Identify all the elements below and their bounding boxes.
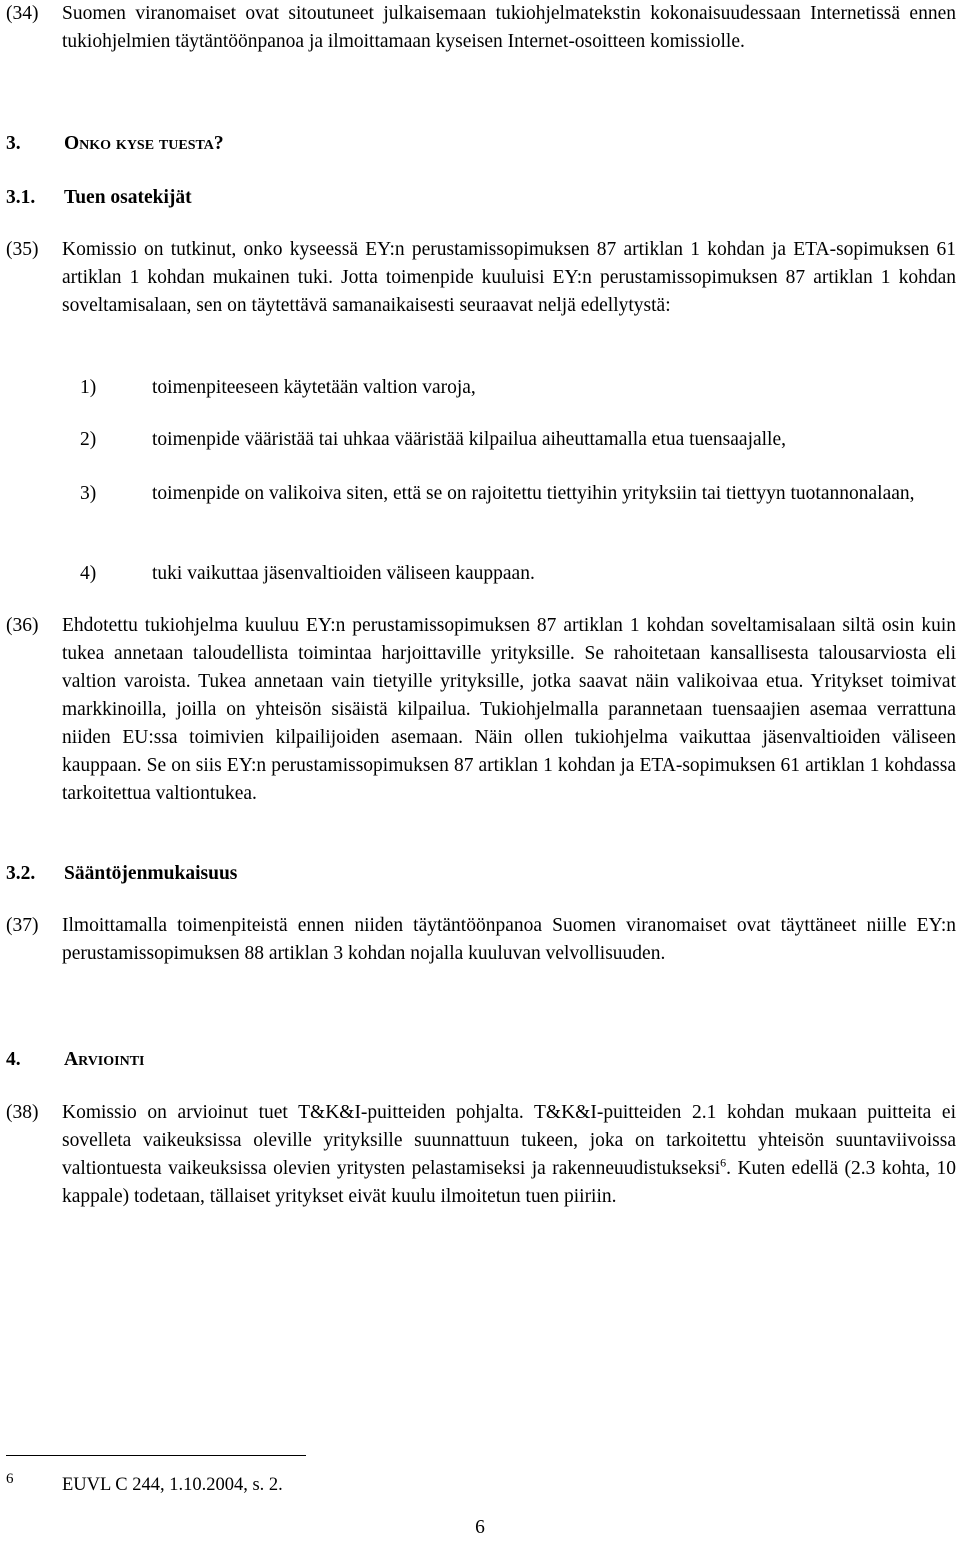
paragraph-number: (35) [6, 239, 39, 260]
section-heading-3-1 [6, 184, 192, 212]
paragraph-number: (38) [6, 1102, 39, 1123]
heading-text: Onko kyse tuesta? [64, 133, 224, 154]
paragraph-text: Komissio on tutkinut, onko kyseessä EY:n perustamissopimuksen 87 artiklan 1 kohdan ja ETA-sopimuksen 61 artiklan 1 kohdan mukainen tuki. Jotta toimenpide kuuluisi EY:n perustamissopimuksen 87 artiklan 1 kohdan soveltamisalaan, sen on täytettävä samanaikaisesti seuraavat neljä edellytystä: [62, 239, 956, 316]
list-item [80, 560, 956, 588]
paragraph-text-part: Komissio on arvioinut tuet T&K&I-puitteiden pohjalta. T&K&I-puitteiden 2.1 kohdan mukaan puitteita ei sovelleta vaikeuksissa oleville yrityksille suunnattuun tukeen, joka on tarkoitettu yhteisön suuntaviivoissa valtiontuesta vaikeuksissa olevien yritysten pelastamiseksi ja rakenneuudistukseksi [62, 1102, 956, 1179]
paragraph-text [62, 1099, 956, 1211]
heading-number: 3. [6, 133, 21, 154]
footnote-separator [6, 1455, 306, 1456]
list-item [80, 480, 956, 508]
heading-number: 3.1. [6, 187, 36, 208]
paragraph-number: (37) [6, 915, 39, 936]
paragraph-number: (36) [6, 615, 39, 636]
footnote-text: EUVL C 244, 1.10.2004, s. 2. [62, 1475, 283, 1495]
list-item-number: 2) [80, 429, 97, 450]
paragraph-text: Suomen viranomaiset ovat sitoutuneet julkaisemaan tukiohjelmatekstin kokonaisuudessaan Internetissä ennen tukiohjelmien täytäntöönpanoa ja ilmoittamaan kyseisen Internet-osoitteen komissiolle. [62, 3, 956, 52]
list-item-number: 3) [80, 483, 97, 504]
paragraph-number: (34) [6, 3, 39, 24]
paragraph-38 [6, 1099, 956, 1211]
page-number: 6 [475, 1517, 485, 1538]
heading-number: 4. [6, 1049, 21, 1070]
list-item [80, 426, 956, 454]
heading-text: Arviointi [64, 1049, 145, 1070]
heading-text: Tuen osatekijät [64, 187, 192, 208]
footnote [6, 1471, 283, 1499]
paragraph-text-part: . Kuten edellä (2.3 kohta, 10 kappale) todetaan, tällaiset yritykset eivät kuulu ilmoitetun tuen piiriin. [62, 1158, 956, 1207]
list-item-number: 1) [80, 377, 97, 398]
list-item-text: tuki vaikuttaa jäsenvaltioiden väliseen kauppaan. [152, 563, 535, 584]
list-item-number: 4) [80, 563, 97, 584]
footnote-mark: 6 [6, 1471, 14, 1487]
section-heading-4 [6, 1046, 145, 1074]
list-item-text: toimenpide vääristää tai uhkaa vääristää kilpailua aiheuttamalla etua tuensaajalle, [152, 429, 787, 450]
paragraph-35 [6, 236, 956, 320]
heading-text: Sääntöjenmukaisuus [64, 863, 238, 884]
paragraph-text: Ilmoittamalla toimenpiteistä ennen niiden täytäntöönpanoa Suomen viranomaiset ovat täyttäneet niille EY:n perustamissopimuksen 88 artiklan 3 kohdan nojalla kuuluvan velvollisuuden. [62, 915, 956, 964]
paragraph-36 [6, 612, 956, 808]
list-item-text: toimenpide on valikoiva siten, että se on rajoitettu tiettyihin yrityksiin tai tiettyyn tuotannonalaan, [152, 483, 915, 504]
list-item-text: toimenpiteeseen käytetään valtion varoja, [152, 377, 476, 398]
paragraph-34 [6, 0, 956, 56]
list-item [80, 374, 956, 402]
section-heading-3-2 [6, 860, 237, 888]
heading-number: 3.2. [6, 863, 36, 884]
paragraph-text: Ehdotettu tukiohjelma kuuluu EY:n perustamissopimuksen 87 artiklan 1 kohdan soveltamisalaan siltä osin kuin tukea annetaan taloudellista toimintaa harjoittaville yrityksille. Se rahoitetaan kansallisesta talousarviosta eli valtion varoista. Tukea annetaan vain tietyille yrityksille, jotka saavat näin valikoivaa etua. Yritykset toimivat markkinoilla, joilla on yhteisön sisäistä kilpailua. Tukiohjelmalla parannetaan tuensaajien asemaa verrattuna niiden EU:ssa toimivien kilpailijoiden asemaan. Näin ollen tukiohjelma vaikuttaa jäsenvaltioiden väliseen kauppaan. Se on siis EY:n perustamissopimuksen 87 artiklan 1 kohdan ja ETA-sopimuksen 61 artiklan 1 kohdassa tarkoitettua valtiontukea. [62, 615, 956, 804]
section-heading-3 [6, 130, 224, 158]
paragraph-37 [6, 912, 956, 968]
footnote-reference[interactable]: 6 [720, 1155, 727, 1170]
